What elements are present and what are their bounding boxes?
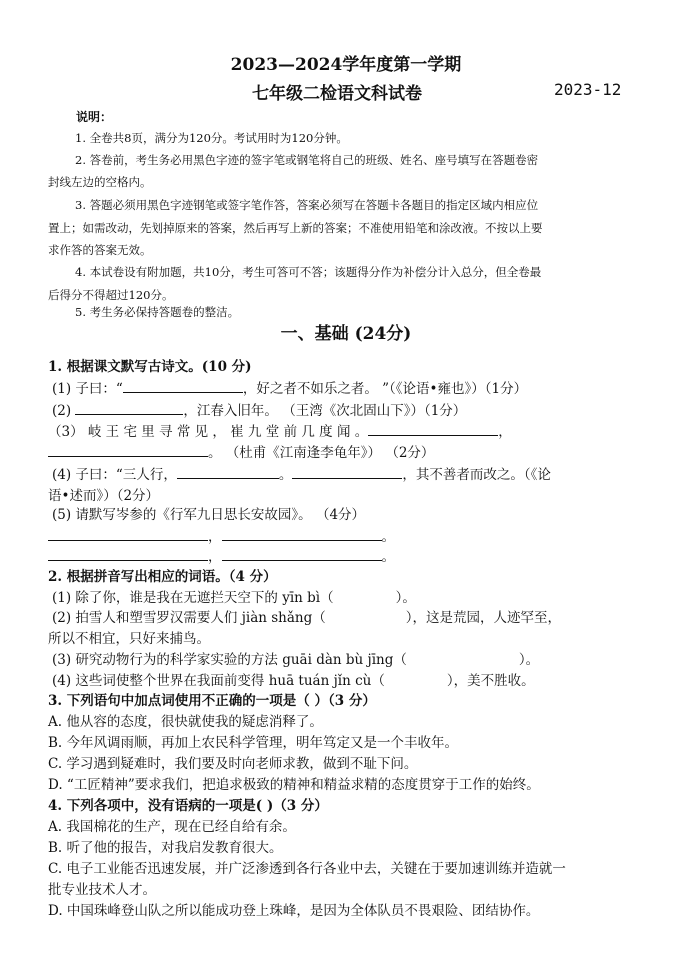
- q2-item-4: (4) 这些词使整个世界在我面前变得 huā tuán jǐn cù（ ），美不胜收。: [52, 673, 535, 689]
- answer-blank[interactable]: [222, 527, 382, 541]
- instruction-4b: 后得分不得超过120分。: [48, 288, 174, 302]
- q3-option-d[interactable]: D. “工匠精神”要求我们，把追求极致的精神和精益求精的态度贯穿于工作的始终。: [48, 777, 540, 793]
- q2-item-2: (2) 拍雪人和塑雪罗汉需要人们 jiàn shǎng（ ），这是荒园，人迹罕至，: [52, 610, 562, 626]
- q1-item-5-blanks-1: ， 。: [48, 525, 395, 545]
- answer-blank[interactable]: [292, 465, 402, 479]
- q3-heading: 3. 下列语句中加点词使用不正确的一项是（ ）（3 分）: [48, 693, 376, 709]
- exam-title-term: 2023—2024学年度第一学期: [230, 55, 462, 75]
- q3-option-c[interactable]: C. 学习遇到疑难时，我们要及时向老师求教，做到不耻下问。: [48, 756, 418, 772]
- answer-blank[interactable]: [48, 547, 208, 561]
- q2-item-1: (1) 除了你，谁是我在无遮拦天空下的 yīn bì（ ）。: [52, 590, 416, 606]
- q1-item-3b: 。 （杜甫《江南逢李龟年》） （2分）: [48, 441, 434, 461]
- q3-option-b[interactable]: B. 今年风调雨顺，再加上农民科学管理，明年笃定又是一个丰收年。: [48, 735, 459, 751]
- exam-date: 2023-12: [554, 80, 622, 99]
- instruction-3b: 置上；如需改动，先划掉原来的答案，然后再写上新的答案；不准使用铅笔和涂改液。不按以上要: [48, 221, 543, 235]
- q2-item-3: (3) 研究动物行为的科学家实验的方法 guāi dàn bù jīng（ ）。: [52, 652, 540, 668]
- instruction-2a: 2. 答卷前，考生务必用黑色字迹的签字笔或钢笔将自己的班级、姓名、座号填写在答题卷密: [75, 153, 539, 167]
- q4-option-c[interactable]: C. 电子工业能否迅速发展，并广泛渗透到各行各业中去，关键在于要加速训练并造就一: [48, 861, 566, 877]
- instruction-4a: 4. 本试卷设有附加题，共10分，考生可答可不答；该题得分作为补偿分计入总分，但全卷最: [75, 265, 542, 279]
- q1-heading: 1. 根据课文默写古诗文。(10 分): [48, 359, 252, 375]
- q2-heading: 2. 根据拼音写出相应的词语。（4 分）: [48, 569, 277, 585]
- instruction-1: 1. 全卷共8页，满分为120分。考试用时为120分钟。: [75, 131, 348, 145]
- q4-option-b[interactable]: B. 听了他的报告，对我启发教育很大。: [48, 840, 283, 856]
- answer-blank[interactable]: [48, 443, 208, 457]
- exam-title-subject: 七年级二检语文科试卷: [252, 84, 422, 104]
- q1-item-1: (1) 子曰：“ ，好之者不如乐之者。 ”（《论语•雍也》）（1分）: [52, 381, 528, 397]
- instruction-3c: 求作答的答案无效。: [48, 243, 152, 257]
- answer-blank[interactable]: [123, 379, 243, 393]
- q1-item-3a: （3） 岐 王 宅 里 寻 常 见 ， 崔 九 堂 前 几 度 闻 。 ，: [48, 424, 512, 440]
- instruction-3a: 3. 答题必须用黑色字迹钢笔或签字笔作答，答案必须写在答题卡各题目的指定区域内相应位: [75, 198, 539, 212]
- answer-blank[interactable]: [368, 422, 498, 436]
- instruction-2b: 封线左边的空格内。: [48, 175, 152, 189]
- instructions-label: 说明：: [76, 110, 113, 124]
- instruction-5: 5. 考生务必保持答题卷的整洁。: [75, 305, 240, 319]
- q1-item-4b: 语•述而》）（2分）: [48, 488, 160, 504]
- section-title: 一、基础 (24分): [280, 324, 412, 344]
- q1-item-4a: (4) 子曰：“三人行， 。 ，其不善者而改之。（《论: [52, 467, 551, 483]
- q1-item-2: (2) ，江春入旧年。 （王湾《次北固山下》）（1分）: [52, 403, 467, 419]
- answer-blank[interactable]: [177, 465, 279, 479]
- q4-option-c-cont: 批专业技术人才。: [48, 882, 156, 898]
- answer-blank[interactable]: [48, 527, 208, 541]
- q2-item-2b: 所以不相宜，只好来捕鸟。: [48, 631, 210, 647]
- q4-heading: 4. 下列各项中，没有语病的一项是( )（3 分）: [48, 798, 328, 814]
- q1-item-5-blanks-2: ， 。: [48, 545, 395, 565]
- answer-blank[interactable]: [222, 547, 382, 561]
- q1-item-5: (5) 请默写岑参的《行军九日思长安故园》。 （4分）: [52, 507, 366, 523]
- q3-option-a[interactable]: A. 他从容的态度，很快就使我的疑虑消释了。: [48, 714, 323, 730]
- q4-option-a[interactable]: A. 我国棉花的生产，现在已经自给有余。: [48, 819, 296, 835]
- q4-option-d[interactable]: D. 中国珠峰登山队之所以能成功登上珠峰，是因为全体队员不畏艰险、团结协作。: [48, 903, 540, 919]
- answer-blank[interactable]: [75, 401, 183, 415]
